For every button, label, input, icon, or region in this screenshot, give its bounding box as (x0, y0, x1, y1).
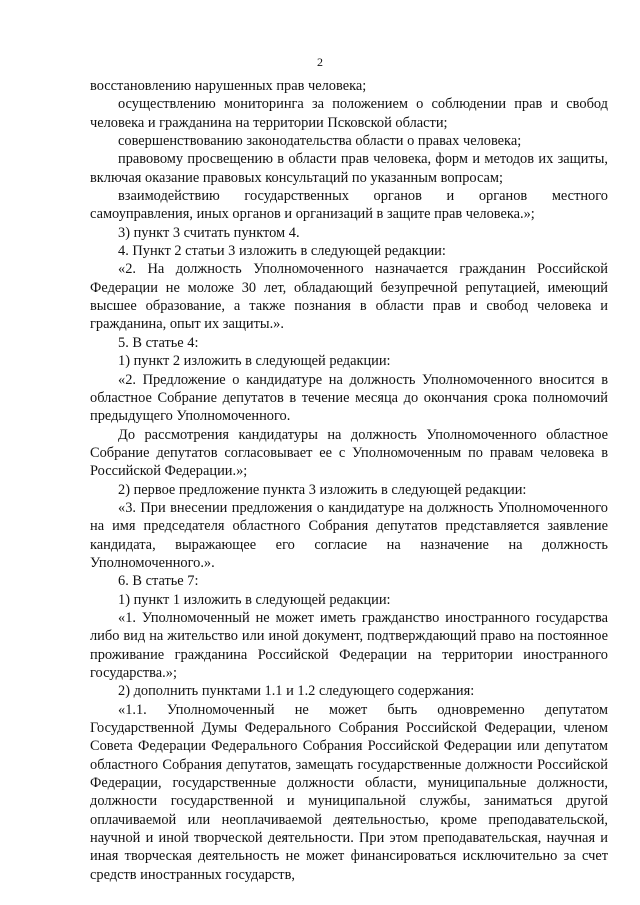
paragraph: 2) первое предложение пункта 3 изложить в следующей редакции: (118, 481, 527, 498)
paragraph: 1) пункт 2 изложить в следующей редакции: (118, 353, 391, 370)
paragraph: 4. Пункт 2 статьи 3 изложить в следующей редакции: (118, 243, 446, 260)
paragraph: 1) пункт 1 изложить в следующей редакции: (118, 591, 391, 608)
paragraph: 3) пункт 3 считать пунктом 4. (118, 224, 300, 241)
paragraph: 5. В статье 4: (118, 334, 199, 351)
document-body (90, 77, 608, 884)
page-number: 2 (317, 55, 323, 69)
paragraph: восстановлению нарушенных прав человека; (90, 78, 367, 94)
paragraph: взаимодействию государственных органов и органов местного самоуправления, иных органов и организаций в защите прав человека.»; (90, 188, 608, 223)
paragraph: До рассмотрения кандидатуры на должность Уполномоченного областное Собрание депутатов согласовывает ее с Уполномоченным по правам человека в Российской Федерации.»; (90, 426, 608, 480)
paragraph: 2) дополнить пунктами 1.1 и 1.2 следующего содержания: (118, 683, 475, 700)
paragraph: «1.1. Уполномоченный не может быть одновременно депутатом Государственной Думы Федерального Собрания Российской Федерации, членом Совета Федерации Федерального Собрания Российской Федерации или депутатом областного Собрания депутатов, замещать государственные должности Российской Федерации, государственные должности области, муниципальные должности, должности государственной и муниципальной службы, заниматься другой оплачиваемой или неоплачиваемой деятельностью, кроме преподавательской, научной и иной творческой деятельности. При этом преподавательская, научная и иная творческая деятельность не может финансироваться исключительно за счет средств иностранных государств, (90, 701, 608, 883)
paragraph: «3. При внесении предложения о кандидатуре на должность Уполномоченного на имя председателя областного Собрания депутатов представляется заявление кандидата, выражающее его согласие на назначение на должность Уполномоченного.». (90, 499, 608, 571)
paragraph: совершенствованию законодательства области о правах человека; (118, 133, 522, 150)
paragraph: 6. В статье 7: (118, 573, 199, 590)
paragraph: правовому просвещению в области прав человека, форм и методов их защиты, включая оказание правовых консультаций по указанным вопросам; (90, 151, 608, 186)
paragraph: «2. На должность Уполномоченного назначается гражданин Российской Федерации не моложе 30 лет, обладающий безупречной репутацией, имеющий высшее образование, а также познания в области прав и свобод человека и гражданина, опыт их защиты.». (90, 261, 608, 333)
paragraph: «2. Предложение о кандидатуре на должность Уполномоченного вносится в областное Собрание депутатов в течение месяца до окончания срока полномочий предыдущего Уполномоченного. (90, 371, 608, 425)
paragraph: «1. Уполномоченный не может иметь гражданство иностранного государства либо вид на жительство или иной документ, подтверждающий право на постоянное проживание гражданина Российской Федерации на территории иностранного государства.»; (90, 609, 608, 681)
paragraph: осуществлению мониторинга за положением о соблюдении прав и свобод человека и гражданина на территории Псковской области; (90, 96, 608, 131)
